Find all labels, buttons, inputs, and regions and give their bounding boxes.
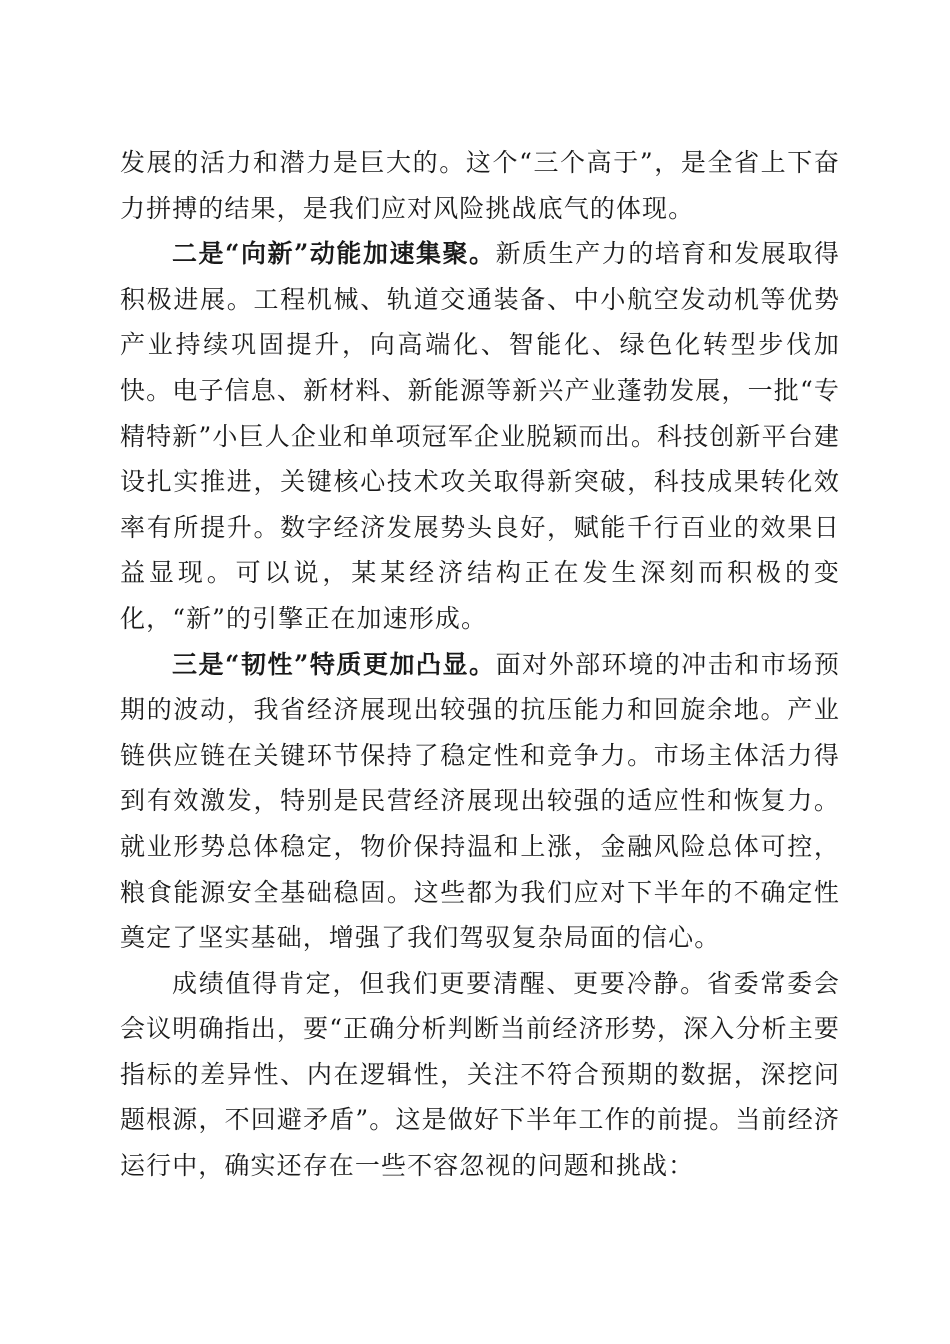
paragraph-challenges (120, 961, 840, 1189)
document-body (120, 140, 840, 1189)
paragraph-resilience (120, 642, 840, 961)
paragraph-text: 成绩值得肯定，但我们更要清醒、更要冷静。省委常委会会议明确指出，要“正确分析判断当前经济形势，深入分析主要指标的差异性、内在逻辑性，关注不符合预期的数据，深挖问题根源，不回避矛盾”。这是做好下半年工作的前提。当前经济运行中，确实还存在一些不容忽视的问题和挑战： (120, 968, 840, 1181)
paragraph-new-momentum (120, 231, 840, 641)
paragraph-lead: 二是“向新”动能加速集聚。 (172, 239, 496, 269)
paragraph-text: 发展的活力和潜力是巨大的。这个“三个高于”，是全省上下奋力拼搏的结果，是我们应对风险挑战底气的体现。 (120, 148, 840, 223)
paragraph-lead: 三是“韧性”特质更加凸显。 (172, 649, 496, 679)
paragraph-continuation (120, 140, 840, 231)
paragraph-text: 面对外部环境的冲击和市场预期的波动，我省经济展现出较强的抗压能力和回旋余地。产业链供应链在关键环节保持了稳定性和竞争力。市场主体活力得到有效激发，特别是民营经济展现出较强的适应性和恢复力。就业形势总体稳定，物价保持温和上涨，金融风险总体可控，粮食能源安全基础稳固。这些都为我们应对下半年的不确定性奠定了坚实基础，增强了我们驾驭复杂局面的信心。 (120, 649, 840, 953)
paragraph-text: 新质生产力的培育和发展取得积极进展。工程机械、轨道交通装备、中小航空发动机等优势产业持续巩固提升，向高端化、智能化、绿色化转型步伐加快。电子信息、新材料、新能源等新兴产业蓬勃发展，一批“专精特新”小巨人企业和单项冠军企业脱颖而出。科技创新平台建设扎实推进，关键核心技术攻关取得新突破，科技成果转化效率有所提升。数字经济发展势头良好，赋能千行百业的效果日益显现。可以说，某某经济结构正在发生深刻而积极的变化，“新”的引擎正在加速形成。 (120, 239, 840, 633)
